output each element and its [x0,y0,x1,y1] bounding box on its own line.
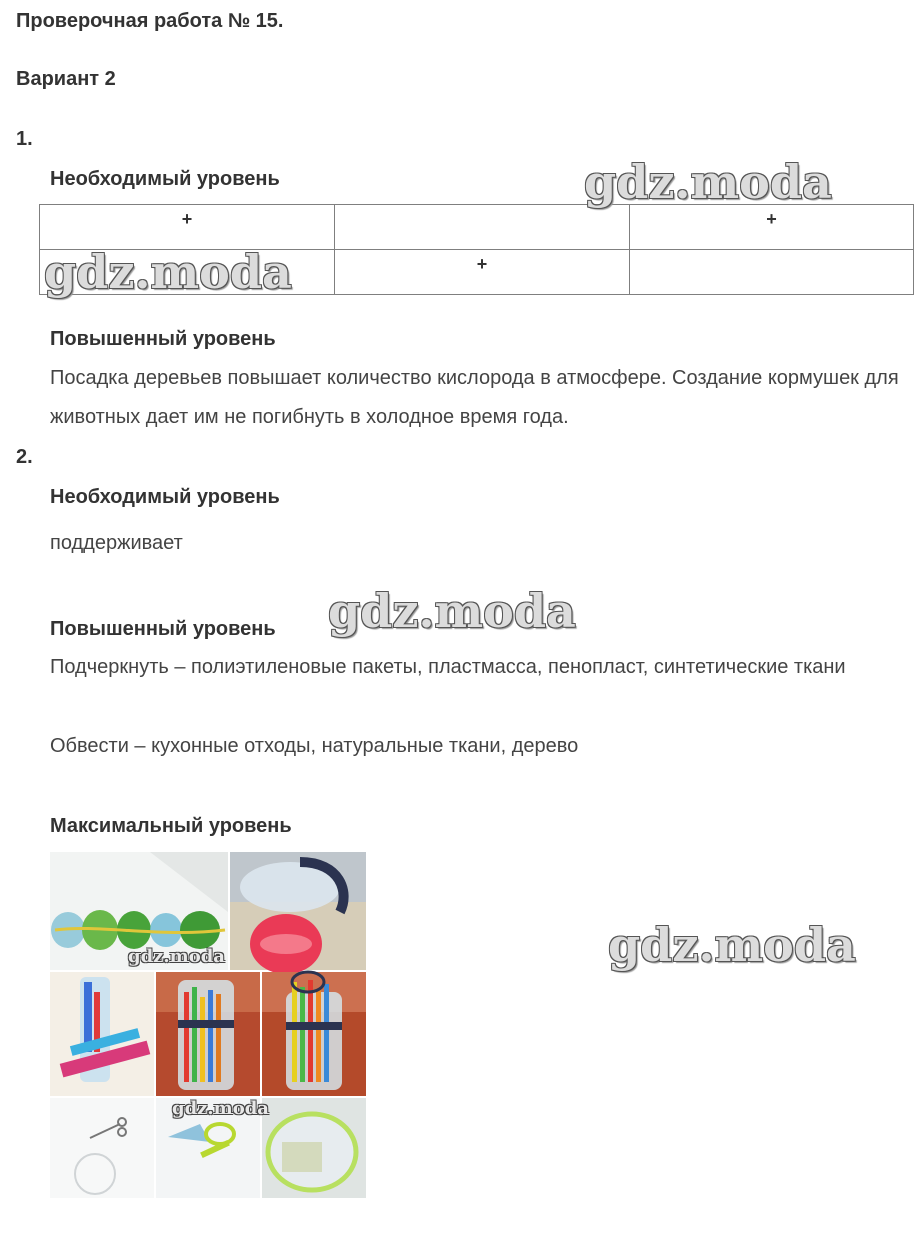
task-2-max-level: Максимальный уровень [50,815,292,837]
table-row [40,205,914,250]
variant-heading: Вариант 2 [16,68,116,90]
watermark-1: gdz.moda [584,155,832,209]
table-cell [335,205,630,250]
watermark-2: gdz.moda [44,245,292,299]
task-2-advanced-level: Повышенный уровень [50,618,276,640]
watermark-photo-2: gdz.moda [172,1098,269,1119]
task-1-advanced-level: Повышенный уровень [50,328,276,350]
table-cell [630,250,914,295]
table-cell: + [630,205,914,250]
table-cell: + [335,250,630,295]
task-2-required-level: Необходимый уровень [50,486,280,508]
task-1-required-level: Необходимый уровень [50,168,280,190]
watermark-photo-1: gdz.moda [128,946,225,967]
task-2-number: 2. [16,446,33,468]
task-2-required-text: поддерживает [50,532,183,554]
page-title: Проверочная работа № 15. [16,10,284,32]
table-cell: + [40,205,335,250]
task-1-advanced-text: Посадка деревьев повышает количество кислорода в атмосфере. Создание кормушек для животных дает им не погибнуть в холодное время года. [50,367,899,428]
crafts-photo-illustration [50,852,366,1198]
crafts-photo-collage [50,852,366,1198]
task-2-circle-text: Обвести – кухонные отходы, натуральные ткани, дерево [50,735,579,757]
task-1-number: 1. [16,128,33,150]
watermark-4: gdz.moda [608,918,856,972]
watermark-3: gdz.moda [328,584,576,638]
task-2-underline-text: Подчеркнуть – полиэтиленовые пакеты, пластмасса, пенопласт, синтетические ткани [50,656,846,678]
